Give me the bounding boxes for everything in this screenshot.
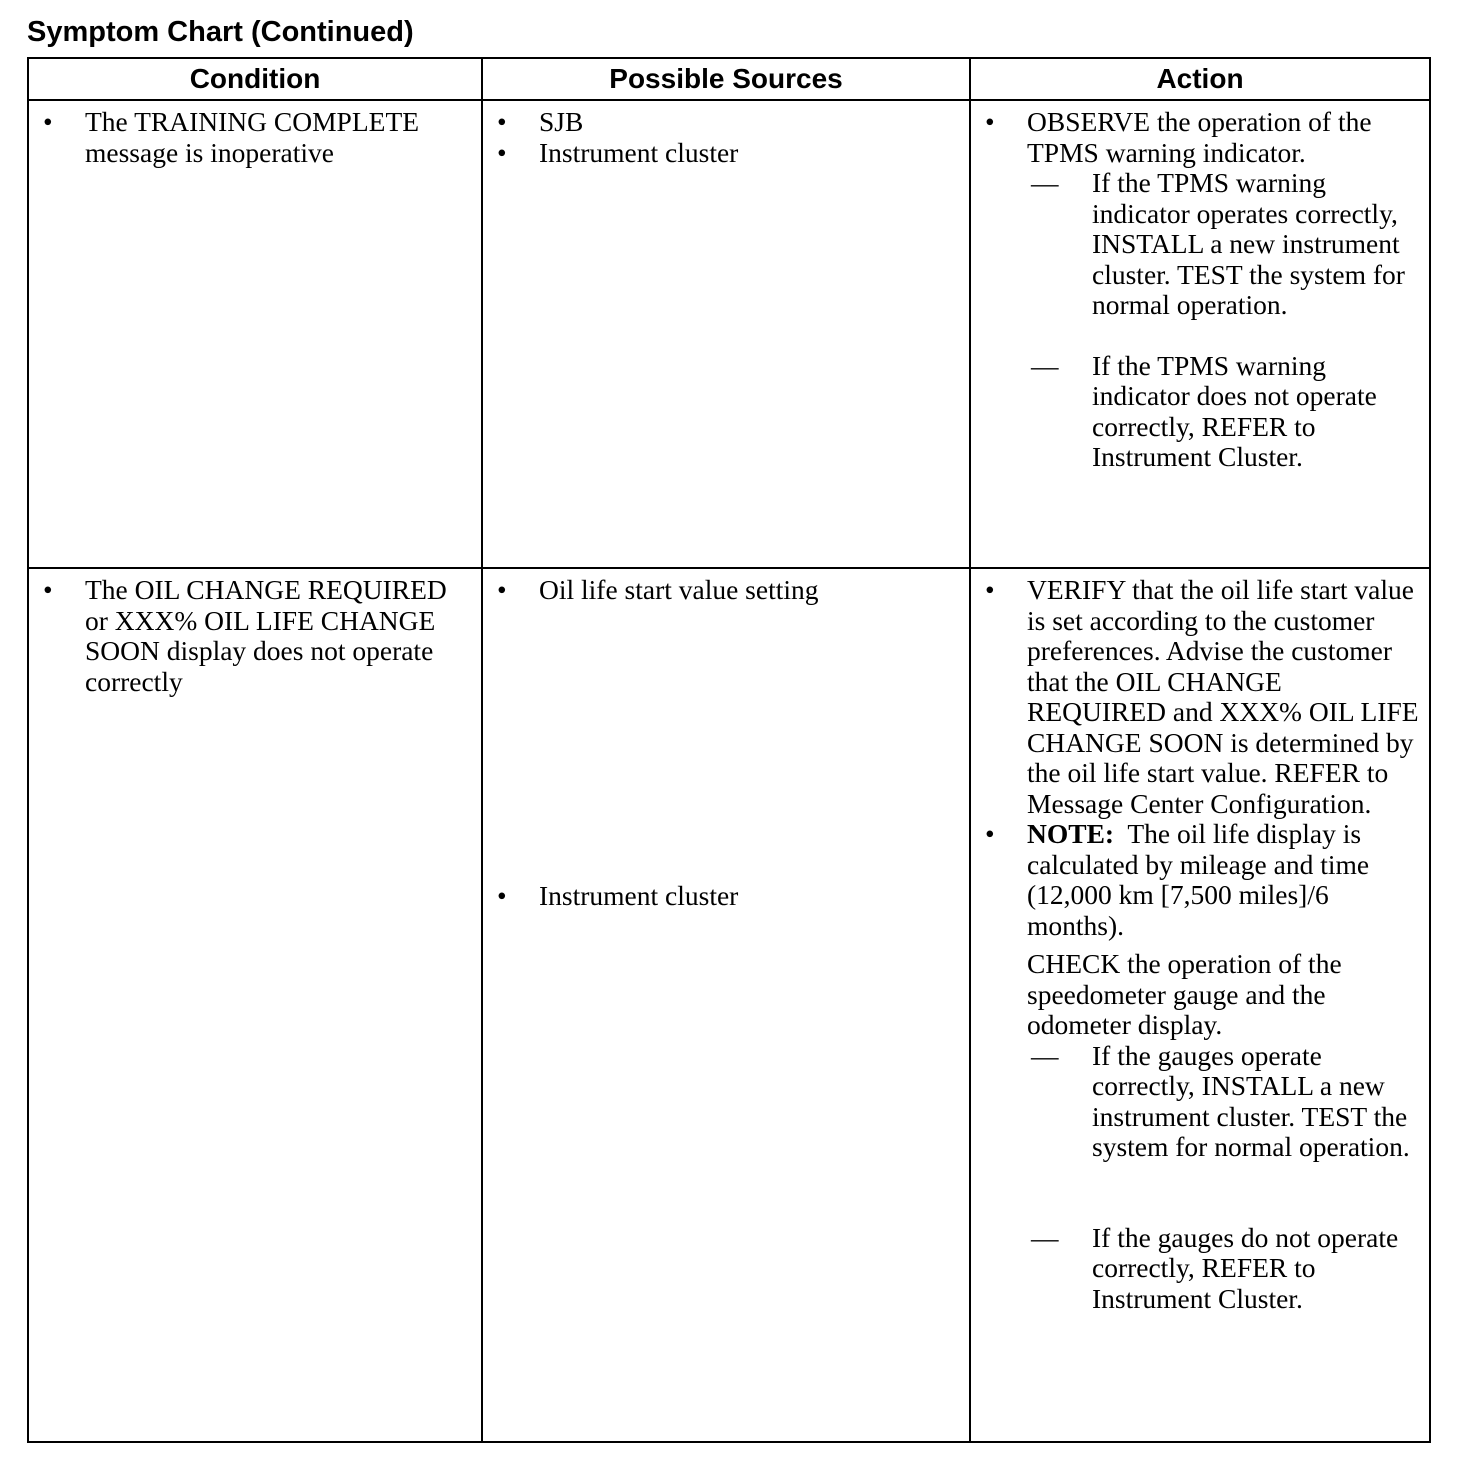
- sources-cell: [482, 100, 970, 568]
- action-cell: [970, 100, 1430, 568]
- action-step: CHECK the operation of the speedometer gauge and the odometer display.: [1027, 948, 1342, 1040]
- page-title: Symptom Chart (Continued): [27, 16, 414, 48]
- action-substep: — If the gauges operate correctly, INSTALL a new instrument cluster. TEST the system for normal operation.: [971, 1041, 1421, 1163]
- action-step: • VERIFY that the oil life start value is set according to the customer preferences. Advise the customer that the OIL CHANGE REQUIRED and XXX% OIL LIFE CHANGE SOON is determined by the oil life start value. REFER to Message Center Configuration.: [971, 575, 1421, 819]
- possible-sources-header: Possible Sources: [482, 58, 970, 100]
- note-text: The oil life display is calculated by mileage and time (12,000 km [7,500 miles]/6 months).: [1027, 818, 1370, 941]
- note-item: [971, 819, 1421, 941]
- action-substep: — If the gauges do not operate correctly, REFER to Instrument Cluster.: [971, 1223, 1421, 1315]
- source-item: • Oil life start value setting: [483, 575, 961, 606]
- table-row: [28, 100, 1430, 568]
- condition-cell: [28, 568, 482, 1442]
- condition-text: • The OIL CHANGE REQUIRED or XXX% OIL LIFE CHANGE SOON display does not operate correctly: [29, 575, 473, 697]
- source-item: • SJB: [483, 107, 961, 138]
- action-substep: — If the TPMS warning indicator operates correctly, INSTALL a new instrument cluster. TEST the system for normal operation.: [971, 168, 1421, 321]
- action-cell: [970, 568, 1430, 1442]
- symptom-chart-table: [27, 57, 1431, 1443]
- table-row: [28, 568, 1430, 1442]
- sources-cell: [482, 568, 970, 1442]
- note-label: NOTE:: [1027, 818, 1115, 849]
- source-item: • Instrument cluster: [483, 881, 961, 912]
- condition-header: Condition: [28, 58, 482, 100]
- condition-text: • The TRAINING COMPLETE message is inoperative: [29, 107, 473, 168]
- action-step: • OBSERVE the operation of the TPMS warning indicator.: [971, 107, 1421, 168]
- action-header: Action: [970, 58, 1430, 100]
- source-item: • Instrument cluster: [483, 138, 961, 169]
- table-header-row: [28, 58, 1430, 100]
- condition-cell: [28, 100, 482, 568]
- action-substep: — If the TPMS warning indicator does not operate correctly, REFER to Instrument Cluster.: [971, 351, 1421, 473]
